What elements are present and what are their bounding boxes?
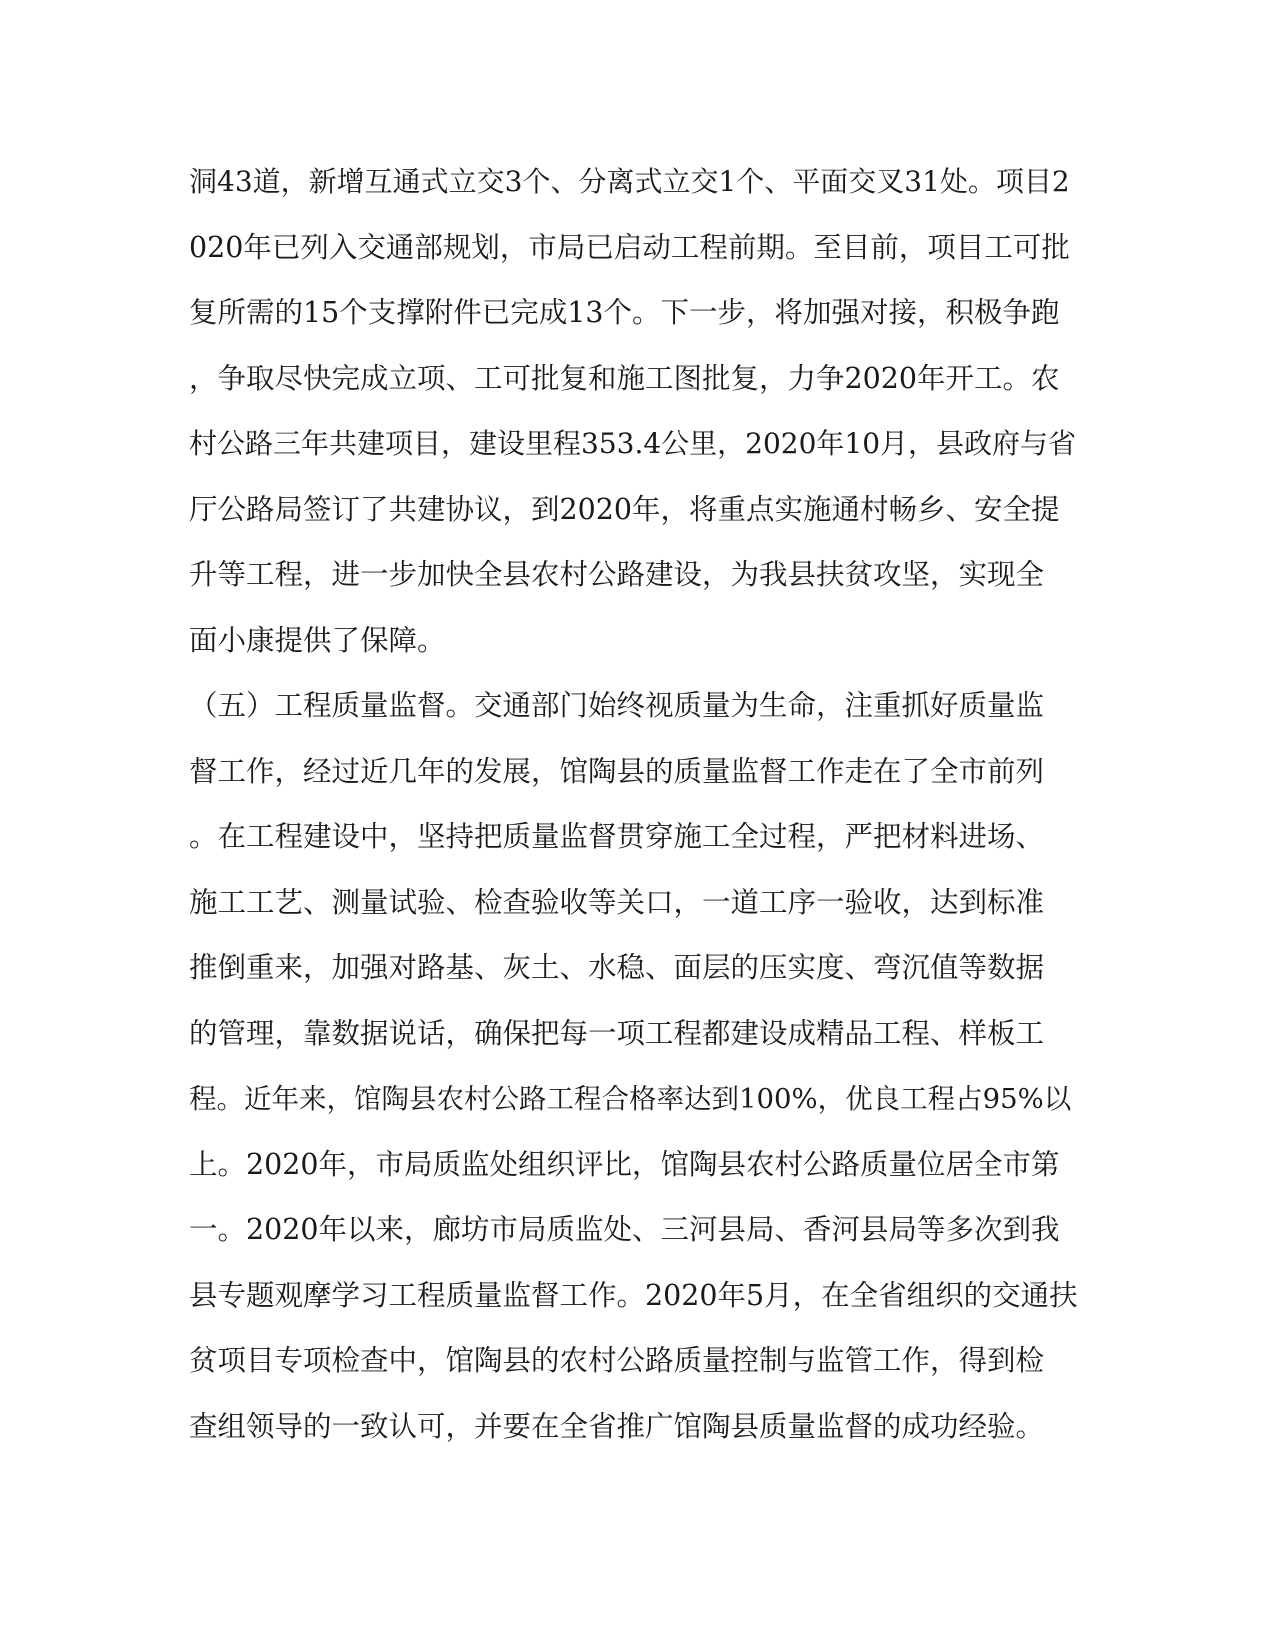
text-line: 一。2020年以来，廊坊市局质监处、三河县局、香河县局等多次到我 (189, 1213, 1060, 1246)
text-line: 程。近年来，馆陶县农村公路工程合格率达到100%，优良工程占95%以 (189, 1083, 1072, 1115)
text-line: 推倒重来，加强对路基、灰土、水稳、面层的压实度、弯沉值等数据 (189, 951, 1045, 984)
text-line: 厅公路局签订了共建协议，到2020年，将重点实施通村畅乡、安全提 (189, 492, 1060, 526)
text-line: 的管理，靠数据说话，确保把每一项工程都建设成精品工程、样板工 (189, 1016, 1045, 1050)
text-line: （五）工程质量监督。交通部门始终视质量为生命，注重抓好质量监 (189, 689, 1045, 722)
text-line: 面小康提供了保障。 (189, 623, 446, 657)
text-line: 村公路三年共建项目，建设里程353.4公里，2020年10月，县政府与省 (189, 427, 1077, 460)
text-line: 督工作，经过近几年的发展，馆陶县的质量监督工作走在了全市前列 (189, 754, 1045, 788)
text-line: 020年已列入交通部规划，市局已启动工程前期。至目前，项目工可批 (189, 230, 1070, 264)
text-line: 洞43道，新增互通式立交3个、分离式立交1个、平面交叉31处。项目2 (189, 165, 1070, 198)
text-line: 升等工程，进一步加快全县农村公路建设，为我县扶贫攻坚，实现全 (189, 558, 1045, 591)
text-line: 县专题观摩学习工程质量监督工作。2020年5月，在全省组织的交通扶 (189, 1278, 1078, 1312)
body-text (189, 162, 1079, 1472)
text-line: 查组领导的一致认可，并要在全省推广馆陶县质量监督的成功经验。 (189, 1409, 1045, 1443)
text-line: 复所需的15个支撑附件已完成13个。下一步，将加强对接，积极争跑 (189, 296, 1060, 329)
text-line: 。在工程建设中，坚持把质量监督贯穿施工全过程，严把材料进场、 (189, 820, 1045, 853)
text-line: 上。2020年，市局质监处组织评比，馆陶县农村公路质量位居全市第 (189, 1147, 1060, 1181)
text-line: 贫项目专项检查中，馆陶县的农村公路质量控制与监管工作，得到检 (189, 1344, 1045, 1377)
text-line: ，争取尽快完成立项、工可批复和施工图批复，力争2020年开工。农 (189, 361, 1060, 395)
text-line: 施工工艺、测量试验、检查验收等关口，一道工序一验收，达到标准 (189, 885, 1045, 919)
